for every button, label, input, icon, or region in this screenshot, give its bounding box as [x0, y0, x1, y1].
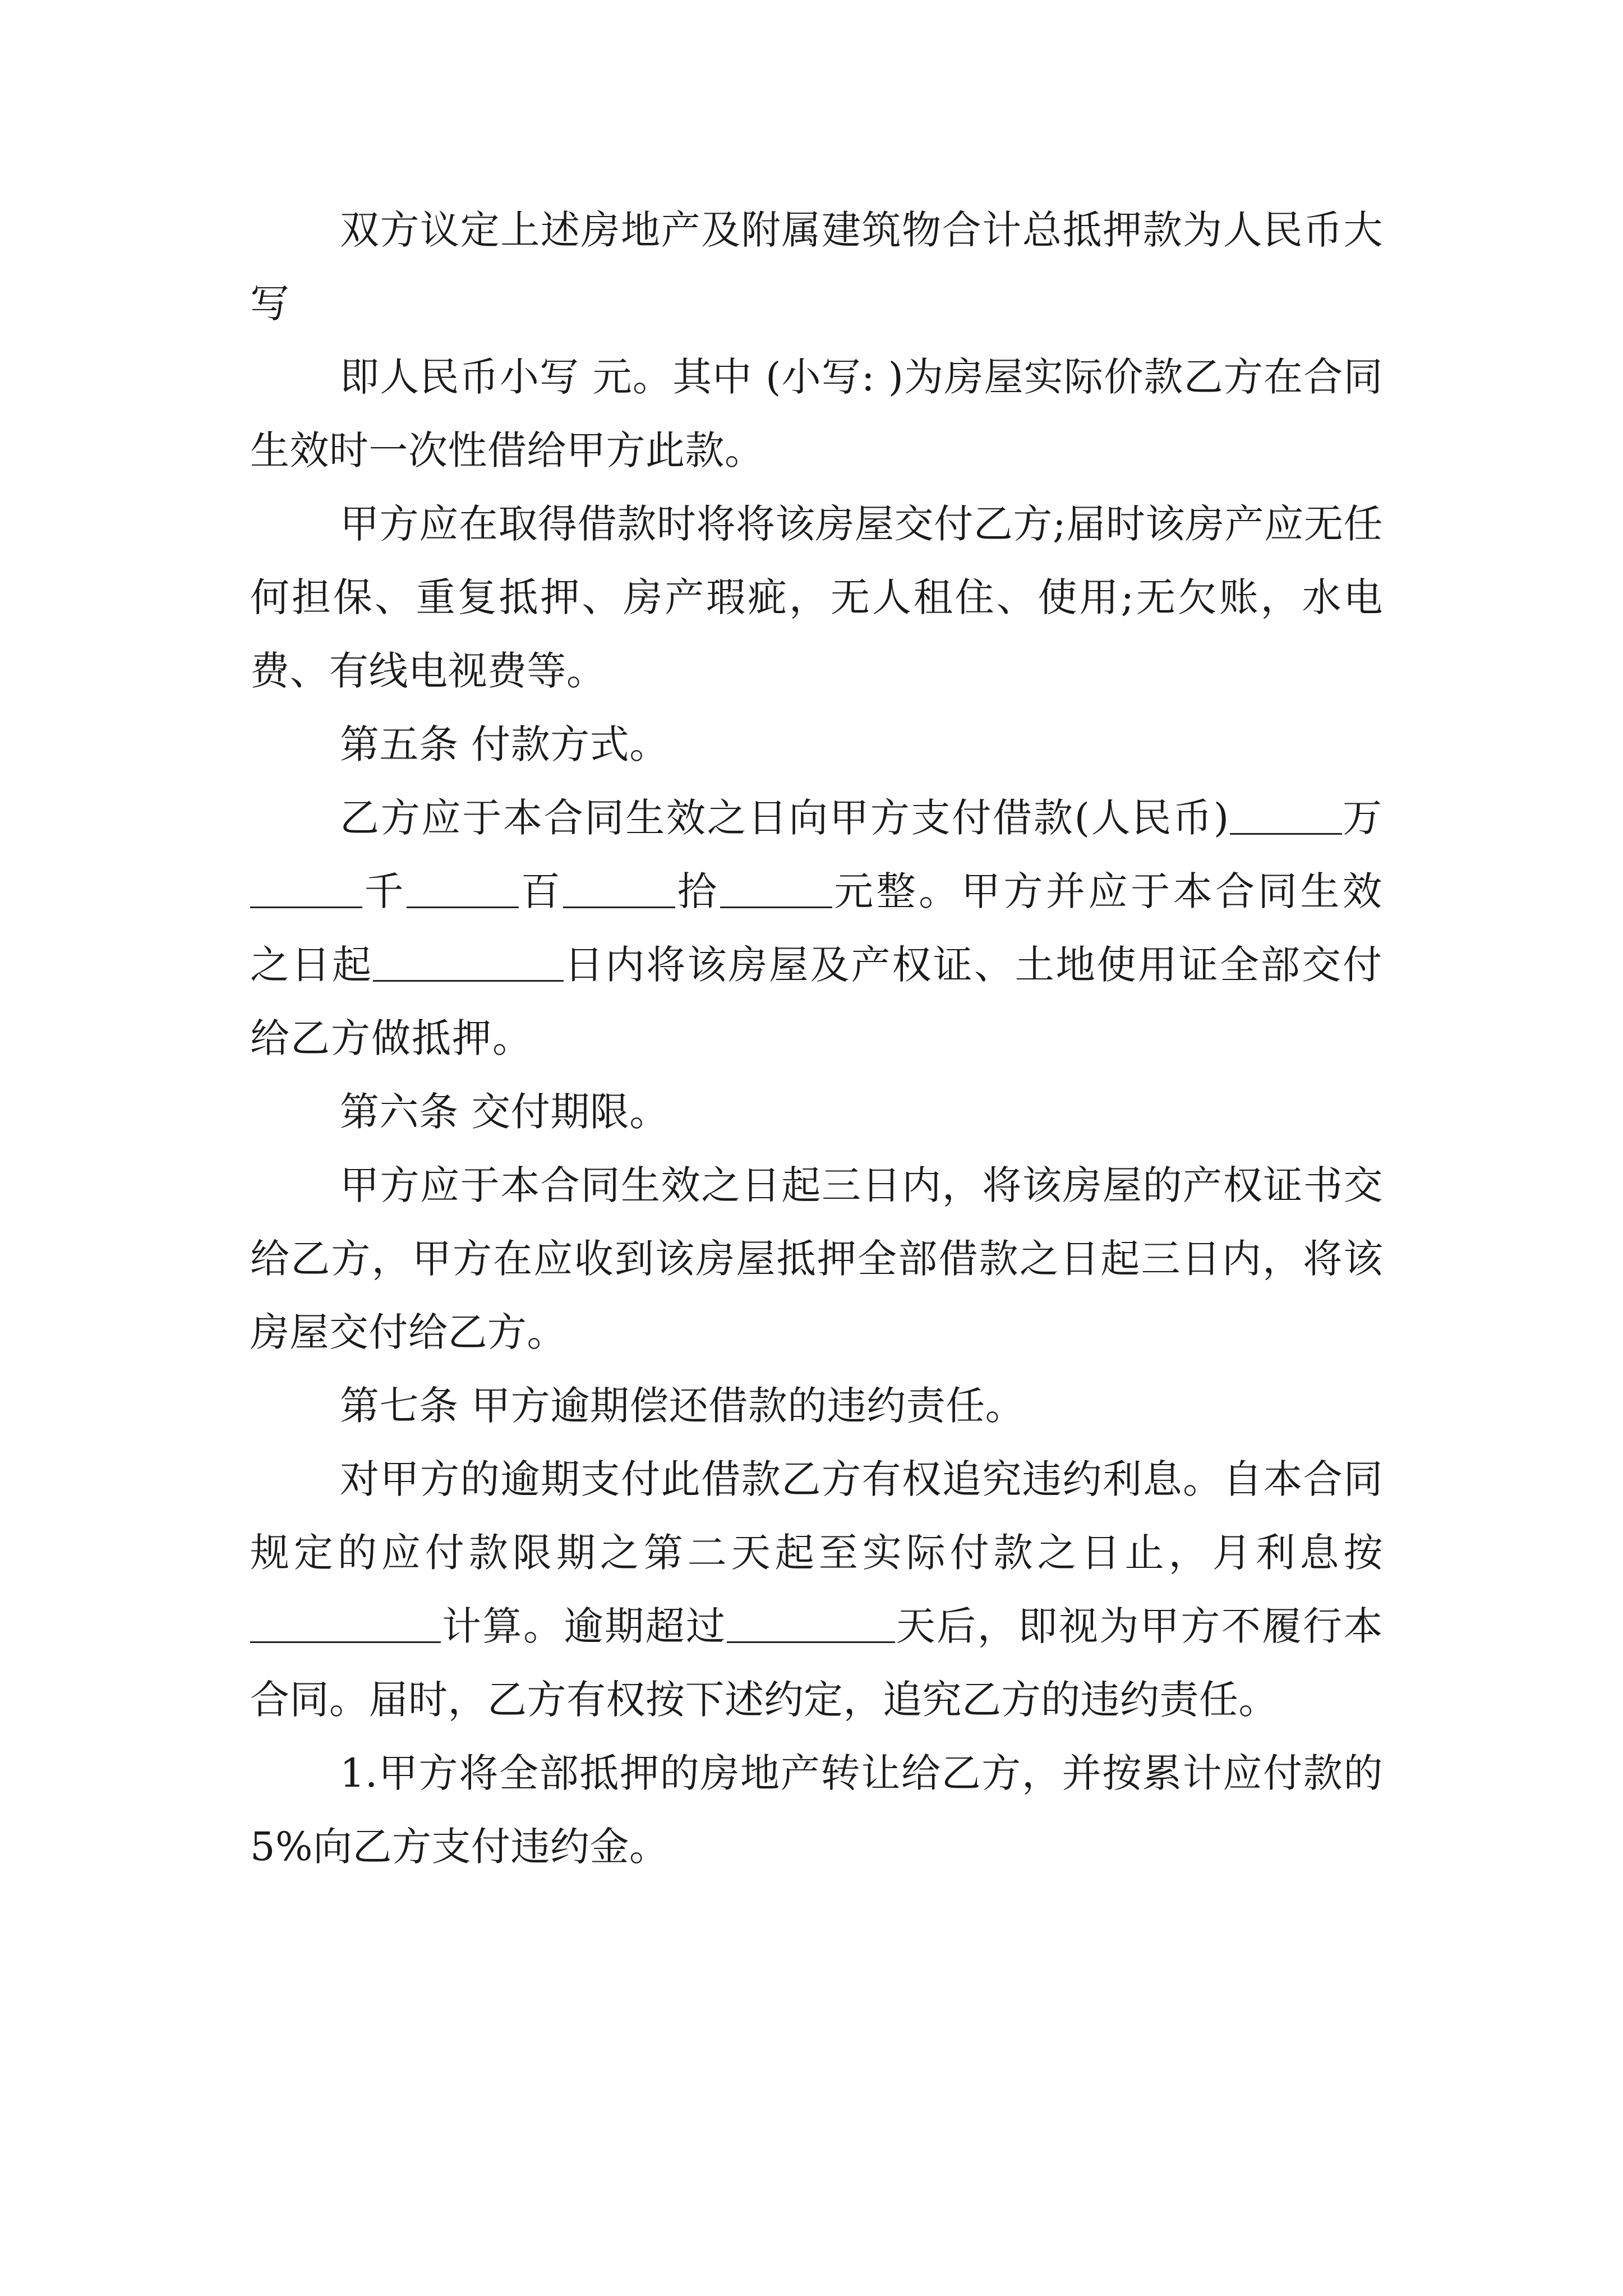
- paragraph-total-mortgage: 双方议定上述房地产及附属建筑物合计总抵押款为人民币大写: [250, 207, 1383, 326]
- paragraph-lowercase-amount: 即人民币小写 元。其中 (小写: )为房屋实际价款乙方在合同生效时一次性借给甲方此款。: [250, 354, 1383, 473]
- payment-text-4: 百: [519, 868, 564, 914]
- payment-text-3: 千: [362, 868, 407, 914]
- blank-days: [373, 941, 564, 982]
- blank-bai: [407, 867, 519, 908]
- blank-interest-rate: [250, 1602, 441, 1643]
- blank-overdue-days: [727, 1602, 895, 1643]
- heading-article-7: 第七条 甲方逾期偿还借款的违约责任。: [340, 1383, 1025, 1429]
- paragraph-clause-1: 1.甲方将全部抵押的房地产转让给乙方，并按累计应付款的 5%向乙方支付违约金。: [250, 1750, 1383, 1870]
- paragraph-payment-method: [250, 781, 1383, 1075]
- paragraph-overdue-liability: [250, 1443, 1383, 1737]
- blank-wan: [1230, 794, 1342, 835]
- overdue-text-3: 天后，即视为甲方不履行本合同。届时，乙方有权按下述约定，追究乙方的违约责任。: [250, 1603, 1384, 1723]
- payment-text-1: 乙方应于本合同生效之日向甲方支付借款(人民币): [340, 795, 1230, 841]
- blank-qian: [250, 867, 362, 908]
- paragraph-delivery-deadline: 甲方应于本合同生效之日起三日内，将该房屋的产权证书交给乙方，甲方在应收到该房屋抵押全部借款之日起三日内，将该房屋交付给乙方。: [250, 1162, 1383, 1355]
- payment-text-2: 万: [1342, 795, 1384, 841]
- blank-yuan: [720, 867, 832, 908]
- payment-text-6: 元整。甲方并应于本合同生效之日起: [250, 868, 1384, 988]
- heading-article-5: 第五条 付款方式。: [340, 721, 669, 767]
- payment-text-7: 日内将该房屋及产权证、土地使用证全部交付给乙方做抵押。: [250, 942, 1384, 1061]
- blank-shi: [563, 867, 675, 908]
- payment-text-5: 拾: [675, 868, 720, 914]
- overdue-text-1: 对甲方的逾期支付此借款乙方有权追究违约利息。自本合同规定的应付款限期之第二天起至实际付款之日止，月利息按: [250, 1456, 1383, 1576]
- overdue-text-2: 计算。逾期超过: [441, 1603, 727, 1649]
- document-body: [250, 194, 1383, 1884]
- heading-article-6: 第六条 交付期限。: [340, 1089, 669, 1135]
- paragraph-delivery-condition: 甲方应在取得借款时将将该房屋交付乙方;届时该房产应无任何担保、重复抵押、房产瑕疵，无人租住、使用;无欠账，水电费、有线电视费等。: [250, 501, 1383, 694]
